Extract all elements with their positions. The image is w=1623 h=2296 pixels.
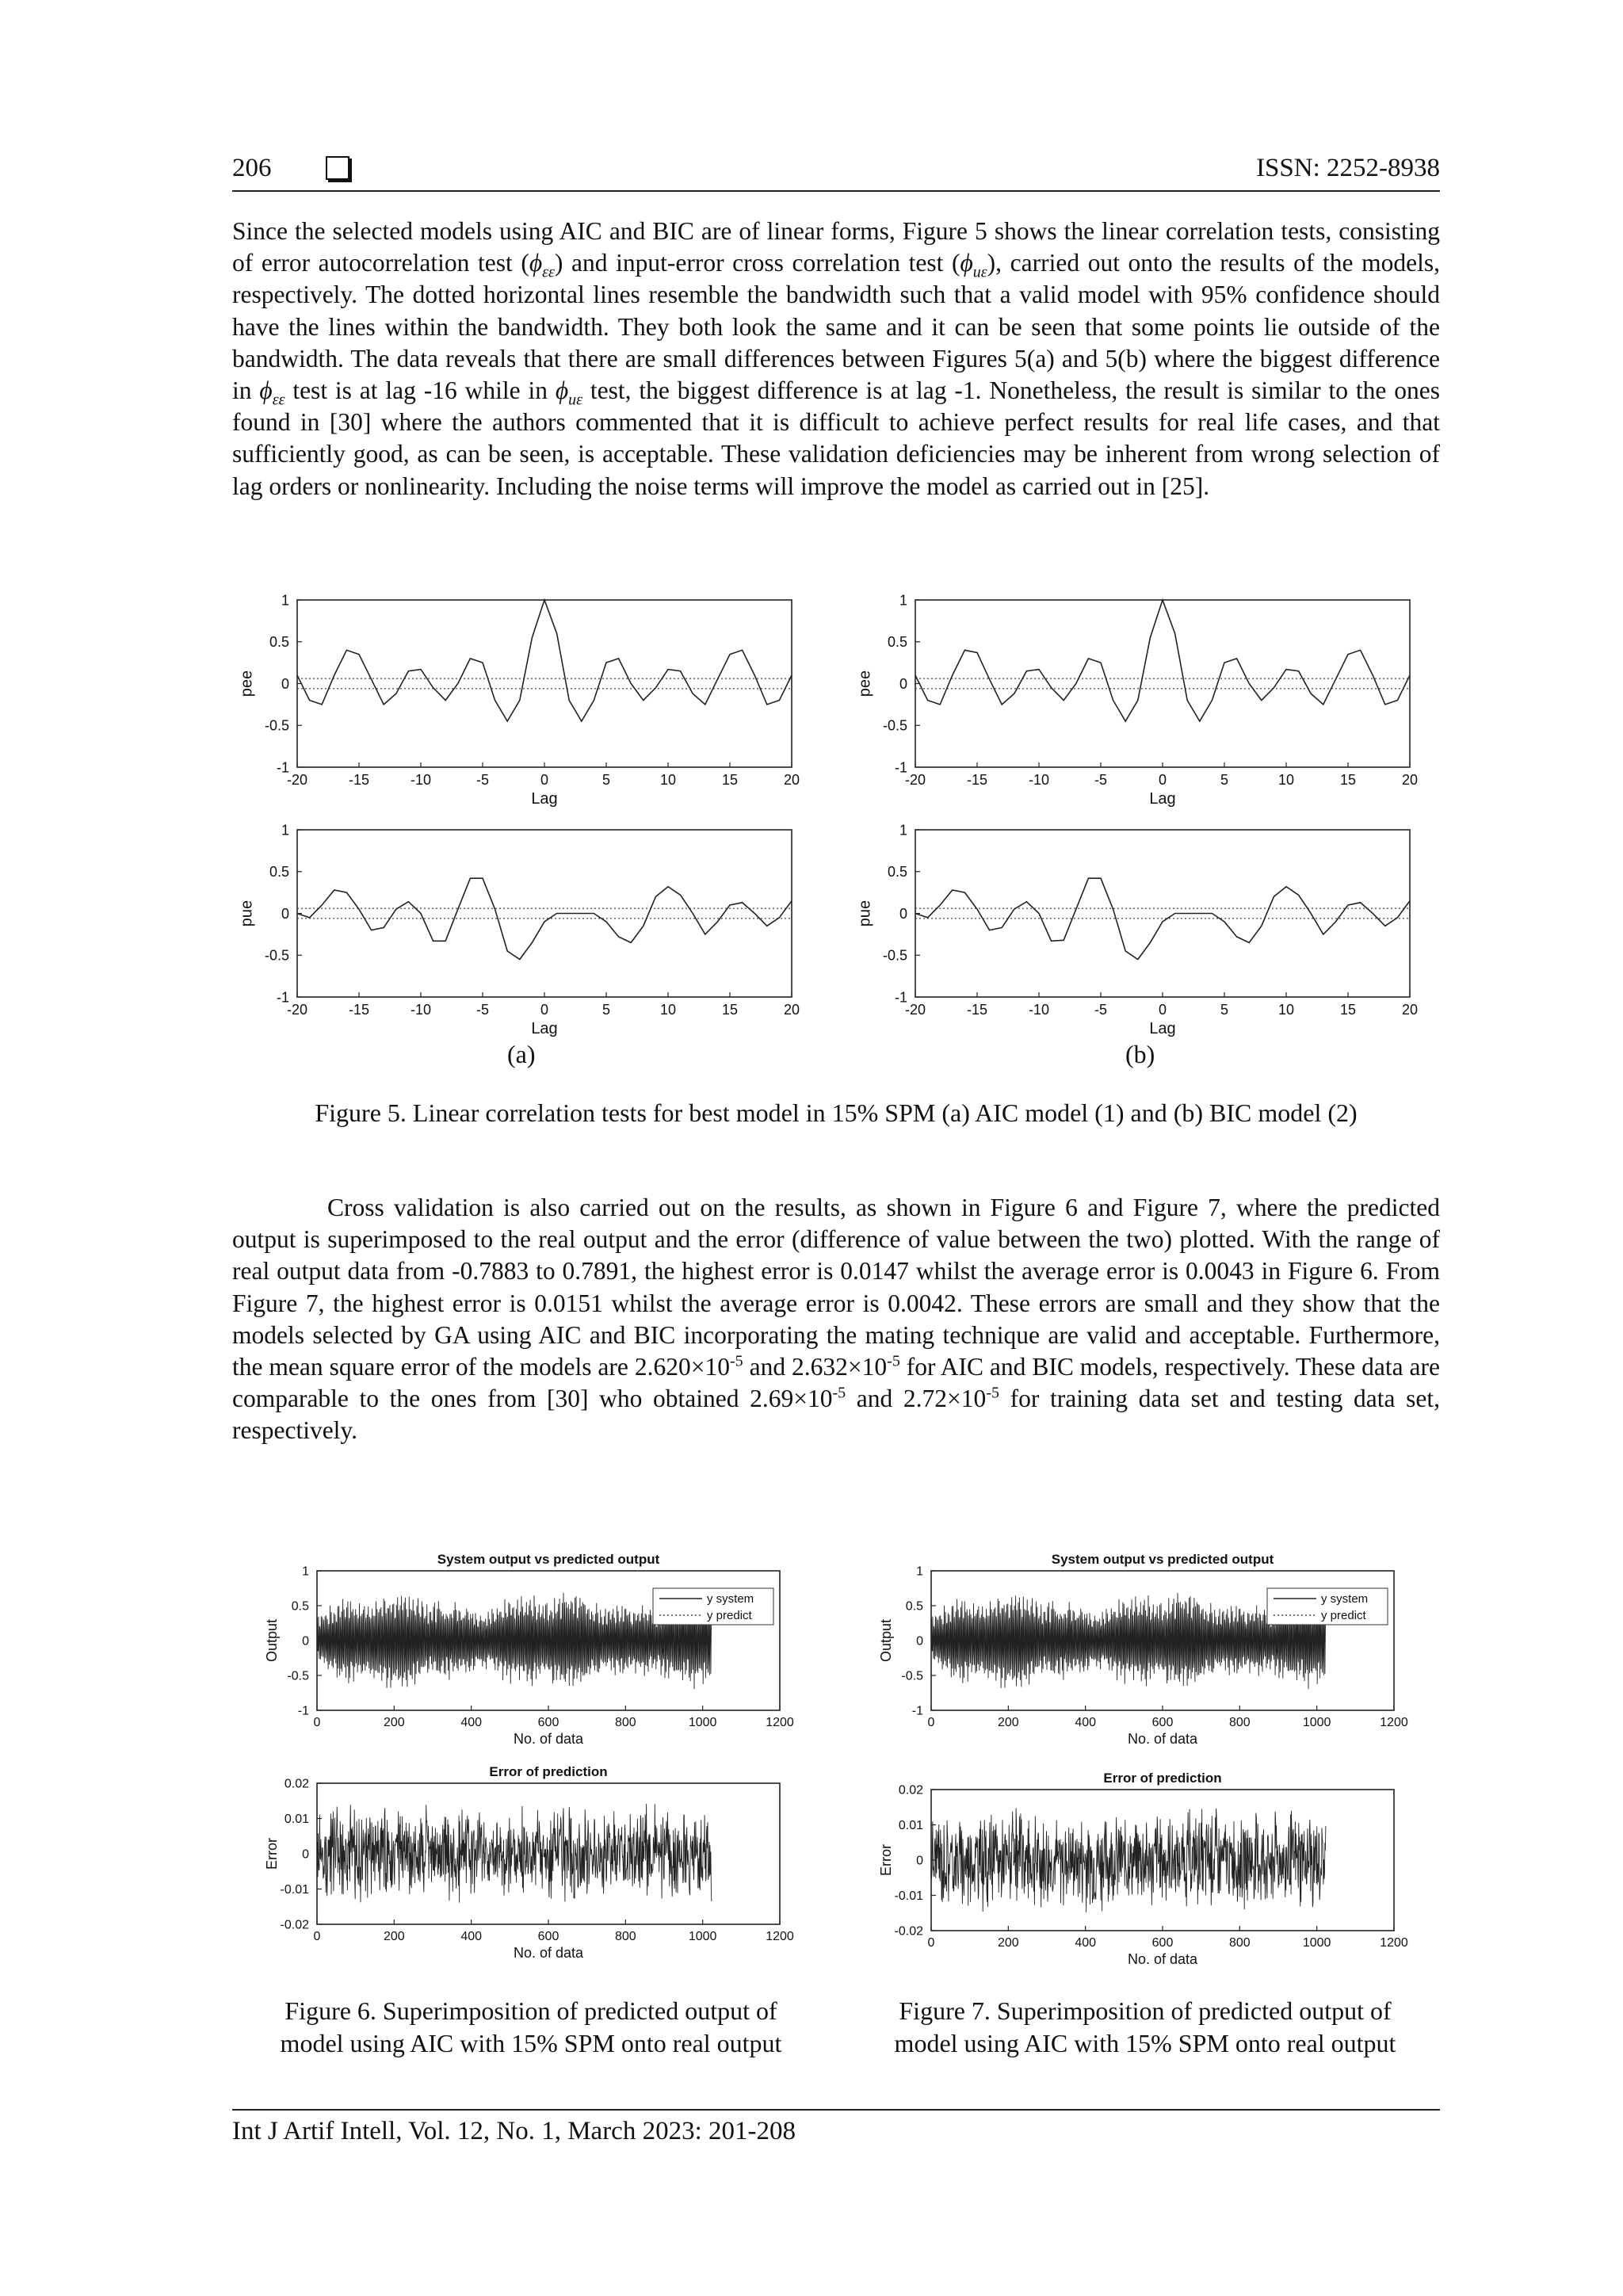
x-tick-label: -20 [286, 1002, 308, 1018]
y-tick-label: -0.5 [264, 947, 289, 964]
chart-title: System output vs predicted output [1051, 1552, 1274, 1567]
x-tick-label: 400 [1075, 1716, 1097, 1729]
y-tick-label: -1 [276, 989, 289, 1006]
y-tick-label: -0.5 [882, 717, 907, 734]
x-tick-label: 800 [1228, 1716, 1251, 1729]
y-tick-label: -0.01 [894, 1889, 923, 1904]
y-axis-label: pue [856, 900, 874, 927]
y-tick-label: 0.02 [284, 1777, 309, 1791]
x-tick-label: 10 [659, 772, 677, 788]
x-tick-label: 1200 [766, 1930, 794, 1943]
x-tick-label: 1200 [766, 1716, 794, 1729]
x-tick-label: 0 [1158, 772, 1167, 788]
x-tick-label: 400 [460, 1716, 483, 1729]
x-tick-label: 400 [1075, 1936, 1097, 1950]
y-tick-label: -0.5 [264, 717, 289, 734]
legend-label-system: y system [1321, 1592, 1369, 1606]
x-tick-label: 0 [540, 1002, 549, 1018]
x-tick-label: 1200 [1380, 1936, 1408, 1950]
x-tick-label: 0 [1158, 1002, 1167, 1018]
x-tick-label: -10 [1028, 772, 1050, 788]
y-tick-label: 0.5 [887, 864, 907, 881]
x-axis-label: No. of data [1127, 1731, 1198, 1747]
x-axis-label: No. of data [513, 1731, 584, 1747]
x-tick-label: 600 [1151, 1936, 1174, 1950]
x-tick-label: -15 [966, 1002, 988, 1018]
y-tick-label: 0 [302, 1847, 309, 1862]
x-tick-label: -20 [904, 1002, 926, 1018]
x-tick-label: 0 [313, 1930, 321, 1943]
x-axis-label: No. of data [513, 1945, 584, 1961]
y-tick-label: -0.5 [882, 947, 907, 964]
y-tick-label: 1 [281, 592, 289, 609]
legend-label-system: y system [707, 1592, 754, 1606]
x-tick-label: 0 [927, 1716, 935, 1729]
x-tick-label: -20 [286, 772, 308, 788]
y-tick-label: 1 [916, 1564, 923, 1579]
fig5b_pee-frame [915, 600, 1410, 767]
x-axis-label: Lag [531, 1020, 558, 1037]
x-tick-label: 5 [1220, 772, 1229, 788]
y-tick-label: 0.5 [887, 634, 907, 651]
y-tick-label: 0.5 [269, 634, 289, 651]
correlation-series-line [915, 600, 1410, 721]
x-tick-label: 5 [1220, 1002, 1229, 1018]
x-tick-label: 5 [601, 1002, 611, 1018]
x-tick-label: 10 [1277, 1002, 1295, 1018]
y-tick-label: 0 [302, 1634, 309, 1648]
y-tick-label: 0 [916, 1854, 923, 1868]
x-tick-label: 15 [1339, 772, 1357, 788]
x-tick-label: 1000 [688, 1716, 717, 1729]
y-axis-label: Output [263, 1618, 280, 1663]
y-tick-label: 0 [899, 675, 907, 692]
issn: ISSN: 2252-8938 [1256, 154, 1440, 182]
y-tick-label: 1 [281, 822, 289, 839]
x-tick-label: 800 [1228, 1936, 1251, 1950]
y-tick-label: 0.5 [905, 1599, 923, 1614]
x-tick-label: 20 [1401, 1002, 1419, 1018]
figure5-label-b: (b) [1125, 1040, 1155, 1068]
x-tick-label: 5 [601, 772, 611, 788]
y-tick-label: 0.5 [269, 864, 289, 881]
x-tick-label: 1000 [1302, 1936, 1331, 1950]
y-axis-label: pue [238, 900, 256, 927]
x-tick-label: -5 [475, 1002, 490, 1018]
x-tick-label: -10 [410, 1002, 432, 1018]
x-tick-label: 600 [537, 1716, 559, 1729]
y-axis-label: Output [877, 1618, 894, 1663]
fig5a_pue-frame [297, 830, 792, 997]
x-axis-label: Lag [1149, 1020, 1176, 1037]
x-tick-label: -15 [966, 772, 988, 788]
phi-symbol: $\phi_{u\varepsilon}$ [960, 249, 987, 281]
y-tick-label: 0.5 [291, 1599, 309, 1614]
x-tick-label: 10 [1277, 772, 1295, 788]
x-tick-label: 1000 [1302, 1716, 1331, 1729]
paragraph-cross-validation: Cross validation is also carried out on the results, as shown in Figure 6 and Figure 7, where the predicted output is superimposed to the real output and the error (difference of value between the two) plotted. With the range of real output data from -0.7883 to 0.7891, the highest error is 0.0147 whilst the average error is 0.0043 in Figure 6. From Figure 7, the highest error is 0.0151 whilst the average error is 0.0042. These errors are small and they show that the models selected by GA using AIC and BIC incorporating the mating technique are valid and acceptable. Furthermore, the mean square error of the models are $2.620\times 10^{-5}$ and $2.632\times 10^{-5}$ for AIC and BIC models, respectively. These data are comparable to the ones from [30] who obtained $2.69\times 10^{-5}$ and $2.72\times 10^{-5}$ for training data set and testing data set, respectively. [232, 1194, 1440, 1445]
y-tick-label: -1 [276, 759, 289, 776]
x-tick-label: -10 [410, 772, 432, 788]
figure5-label-a: (a) [507, 1040, 536, 1068]
x-tick-label: -5 [1094, 772, 1108, 788]
x-tick-label: 15 [721, 772, 739, 788]
phi-symbol: $\phi_{\varepsilon\varepsilon}$ [259, 376, 285, 409]
x-axis-label: Lag [1149, 790, 1176, 808]
x-tick-label: 600 [537, 1930, 559, 1943]
x-tick-label: 600 [1151, 1716, 1174, 1729]
fig5a_pee-frame [297, 600, 792, 767]
x-tick-label: 0 [540, 772, 549, 788]
y-tick-label: 0 [281, 675, 289, 692]
legend-label-predict: y predict [707, 1609, 752, 1622]
figure6-caption: Figure 6. Superimposition of predicted output of model using AIC with 15% SPM onto real output [280, 1996, 782, 2057]
y-tick-label: 1 [302, 1564, 309, 1579]
x-tick-label: -20 [904, 772, 926, 788]
page-number: 206 [232, 154, 272, 182]
y-tick-label: -0.02 [894, 1924, 923, 1939]
paragraph-correlation-tests: Since the selected models using AIC and BIC are of linear forms, Figure 5 shows the linear correlation tests, consisting of error autocorrelation test $(\phi_{\varepsilon\varepsilon})$ and input-error cross correlation test $(\phi_{u\varepsilon})$, carried out onto the results of the models, respectively. The dotted horizontal lines resemble the bandwidth such that a valid model with 95% confidence should have the lines within the bandwidth. They both look the same and it can be seen that some points lie outside of the bandwidth. The data reveals that there are small differences between Figures 5(a) and 5(b) where the biggest difference in $\phi_{\varepsilon\varepsilon}$ test is at lag -16 while in $\phi_{u\varepsilon}$ test, the biggest difference is at lag -1. Nonetheless, the result is similar to the ones found in [30] where the authors commented that it is difficult to achieve perfect results for real life cases, and that sufficiently good, as can be seen, is acceptable. These validation deficiencies may be inherent from wrong selection of lag orders or nonlinearity. Including the noise terms will improve the model as carried out in [25]. [232, 217, 1440, 500]
x-tick-label: 0 [927, 1936, 935, 1950]
y-axis-label: pee [238, 670, 256, 697]
chart-title: System output vs predicted output [437, 1552, 660, 1567]
x-tick-label: 20 [1401, 772, 1419, 788]
y-tick-label: 1 [899, 822, 907, 839]
y-tick-label: -0.5 [901, 1669, 923, 1683]
y-tick-label: 0 [281, 905, 289, 922]
y-tick-label: 0 [916, 1634, 923, 1648]
x-tick-label: -15 [348, 772, 370, 788]
page-footer: Int J Artif Intell, Vol. 12, No. 1, March 2023: 201-208 [232, 2109, 1440, 2146]
figure7-caption: Figure 7. Superimposition of predicted output of model using AIC with 15% SPM onto real output [894, 1996, 1396, 2057]
x-tick-label: -10 [1028, 1002, 1050, 1018]
figure5-caption: Figure 5. Linear correlation tests for best model in 15% SPM (a) AIC model (1) and (b) BIC model (2) [315, 1098, 1358, 1127]
legend-label-predict: y predict [1321, 1609, 1366, 1622]
y-tick-label: 0.01 [284, 1813, 309, 1827]
y-tick-label: 0.01 [898, 1819, 923, 1833]
error-line [317, 1804, 712, 1903]
x-tick-label: 200 [383, 1716, 405, 1729]
x-tick-label: 1200 [1380, 1716, 1408, 1729]
y-system-line [931, 1592, 1326, 1689]
x-tick-label: 800 [614, 1930, 636, 1943]
x-tick-label: 10 [659, 1002, 677, 1018]
chart-title: Error of prediction [1103, 1771, 1222, 1786]
y-tick-label: -1 [894, 989, 907, 1006]
y-tick-label: 0.02 [898, 1783, 923, 1797]
x-tick-label: 0 [313, 1716, 321, 1729]
x-axis-label: Lag [531, 790, 558, 808]
y-tick-label: -0.5 [287, 1669, 309, 1683]
y-axis-label: pee [856, 670, 874, 697]
x-tick-label: -5 [1094, 1002, 1108, 1018]
fig5b_pue-frame [915, 830, 1410, 997]
phi-symbol: $\phi_{\varepsilon\varepsilon}$ [529, 249, 555, 281]
x-tick-label: 200 [997, 1716, 1019, 1729]
chart-title: Error of prediction [489, 1764, 608, 1779]
x-tick-label: 15 [721, 1002, 739, 1018]
x-tick-label: 200 [383, 1930, 405, 1943]
y-tick-label: -1 [894, 759, 907, 776]
y-tick-label: -0.01 [280, 1883, 309, 1897]
correlation-series-line [297, 600, 792, 721]
x-tick-label: -15 [348, 1002, 370, 1018]
phi-symbol: $\phi_{u\varepsilon}$ [555, 376, 583, 409]
y-tick-label: 0 [899, 905, 907, 922]
x-tick-label: 1000 [688, 1930, 717, 1943]
x-axis-label: No. of data [1127, 1951, 1198, 1967]
x-tick-label: 400 [460, 1930, 483, 1943]
y-tick-label: -0.02 [280, 1918, 309, 1932]
x-tick-label: -5 [475, 772, 490, 788]
y-system-line [317, 1592, 712, 1689]
error-line [931, 1808, 1326, 1912]
x-tick-label: 800 [614, 1716, 636, 1729]
x-tick-label: 20 [783, 1002, 800, 1018]
y-axis-label: Error [877, 1844, 894, 1876]
y-tick-label: 1 [899, 592, 907, 609]
y-tick-label: -1 [911, 1704, 923, 1718]
x-tick-label: 20 [783, 772, 800, 788]
x-tick-label: 200 [997, 1936, 1019, 1950]
y-axis-label: Error [263, 1838, 280, 1870]
y-tick-label: -1 [297, 1704, 309, 1718]
x-tick-label: 15 [1339, 1002, 1357, 1018]
